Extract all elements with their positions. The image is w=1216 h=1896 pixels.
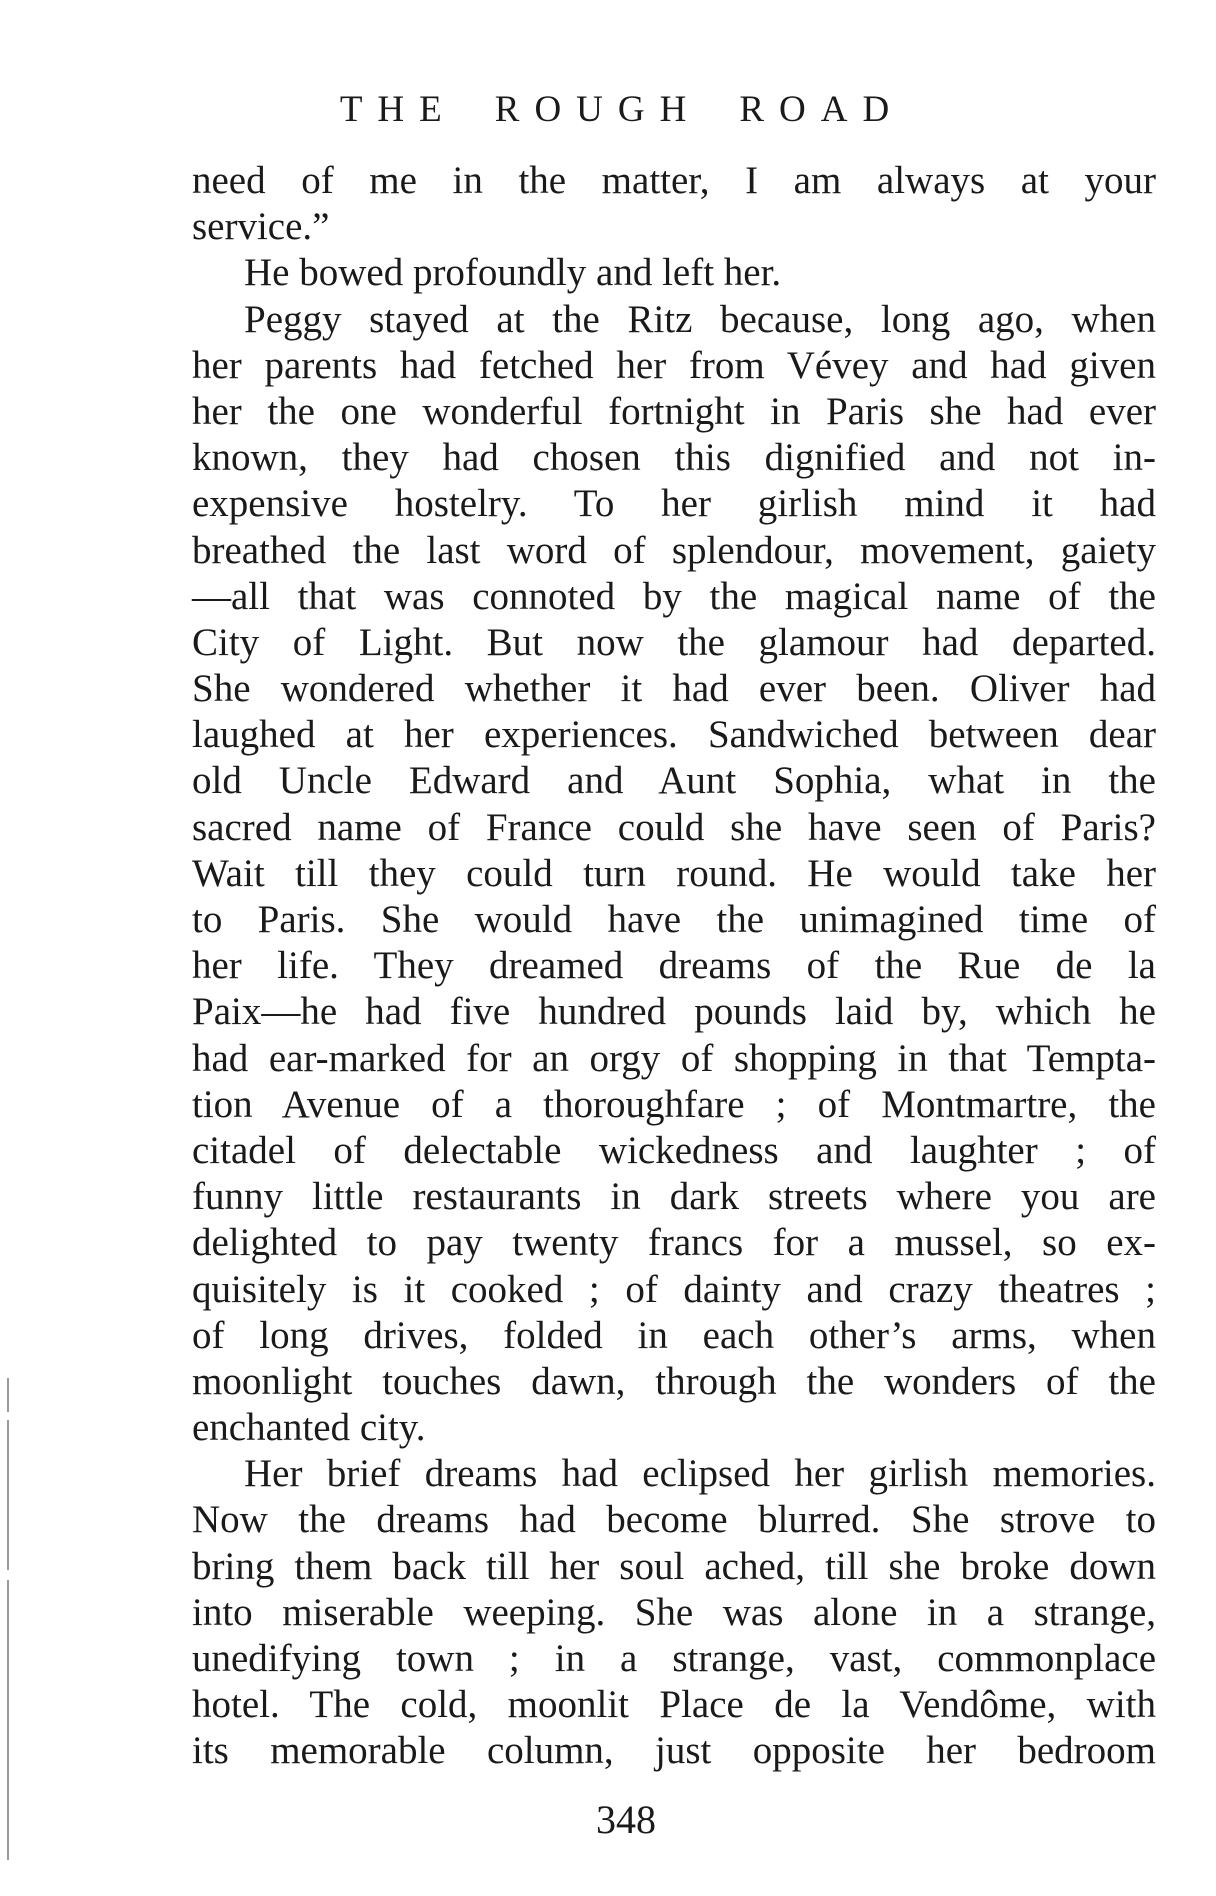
paragraph-start-line: He bowed profoundly and left her. (244, 251, 782, 295)
text-line: delighted to pay twenty francs for a mussel, so ex- (192, 1221, 1156, 1265)
text-line: her the one wonderful fortnight in Paris she had ever (192, 389, 1156, 433)
text-line: unedifying town ; in a strange, vast, commonplace (192, 1637, 1156, 1680)
text-line: Now the dreams had become blurred. She strove to (192, 1498, 1156, 1542)
running-head-word-2: ROUGH (494, 89, 702, 130)
text-line: tion Avenue of a thoroughfare ; of Montmartre, the (192, 1082, 1156, 1126)
text-line: —all that was connoted by the magical name of the (192, 574, 1156, 618)
scan-edge-mark (7, 1378, 9, 1412)
text-line: into miserable weeping. She was alone in a strange, (192, 1590, 1156, 1634)
text-line: her life. They dreamed dreams of the Rue de la (192, 944, 1156, 988)
scan-edge-mark (7, 1420, 9, 1570)
text-line: Wait till they could turn round. He would take her (192, 851, 1156, 895)
text-line: citadel of delectable wickedness and laughter ; of (192, 1128, 1156, 1172)
text-line: laughed at her experiences. Sandwiched between dear (192, 713, 1156, 757)
paragraph-start-line: Peggy stayed at the Ritz because, long ago, when (244, 297, 1156, 341)
text-line: bring them back till her soul ached, till she broke down (192, 1544, 1156, 1588)
text-line: sacred name of France could she have seen of Paris? (192, 805, 1156, 849)
text-line: hotel. The cold, moonlit Place de la Vendôme, with (192, 1683, 1156, 1727)
scan-edge-mark (7, 1580, 9, 1860)
page-number: 348 (596, 1797, 656, 1842)
text-line: funny little restaurants in dark streets where you are (192, 1175, 1156, 1219)
text-line: quisitely is it cooked ; of dainty and crazy theatres ; (192, 1267, 1156, 1311)
text-line: its memorable column, just opposite her bedroom (192, 1729, 1156, 1773)
text-line: need of me in the matter, I am always at your (192, 159, 1156, 202)
text-line: breathed the last word of splendour, movement, gaiety (192, 528, 1156, 572)
text-line: Paix—he had five hundred pounds laid by, which he (192, 990, 1156, 1034)
running-head-word-1: THE (339, 89, 457, 130)
text-line: enchanted city. (192, 1406, 426, 1450)
text-line: She wondered whether it had ever been. Oliver had (192, 667, 1156, 711)
text-line: service.” (192, 205, 330, 249)
text-line: known, they had chosen this dignified and not in- (192, 436, 1156, 480)
text-line: moonlight touches dawn, through the wonders of the (192, 1359, 1156, 1403)
text-line: expensive hostelry. To her girlish mind it had (192, 482, 1156, 526)
body-text (192, 158, 1156, 1775)
text-line: of long drives, folded in each other’s arms, when (192, 1313, 1156, 1357)
text-line: her parents had fetched her from Vévey and had given (192, 343, 1156, 387)
text-line: City of Light. But now the glamour had departed. (192, 620, 1156, 664)
text-line: old Uncle Edward and Aunt Sophia, what in the (192, 759, 1156, 803)
running-head-word-3: ROAD (739, 89, 905, 130)
paragraph-start-line: Her brief dreams had eclipsed her girlish memories. (244, 1452, 1156, 1496)
text-line: to Paris. She would have the unimagined time of (192, 898, 1156, 941)
running-head (0, 88, 1216, 131)
text-line: had ear-marked for an orgy of shopping in that Tempta- (192, 1036, 1156, 1080)
